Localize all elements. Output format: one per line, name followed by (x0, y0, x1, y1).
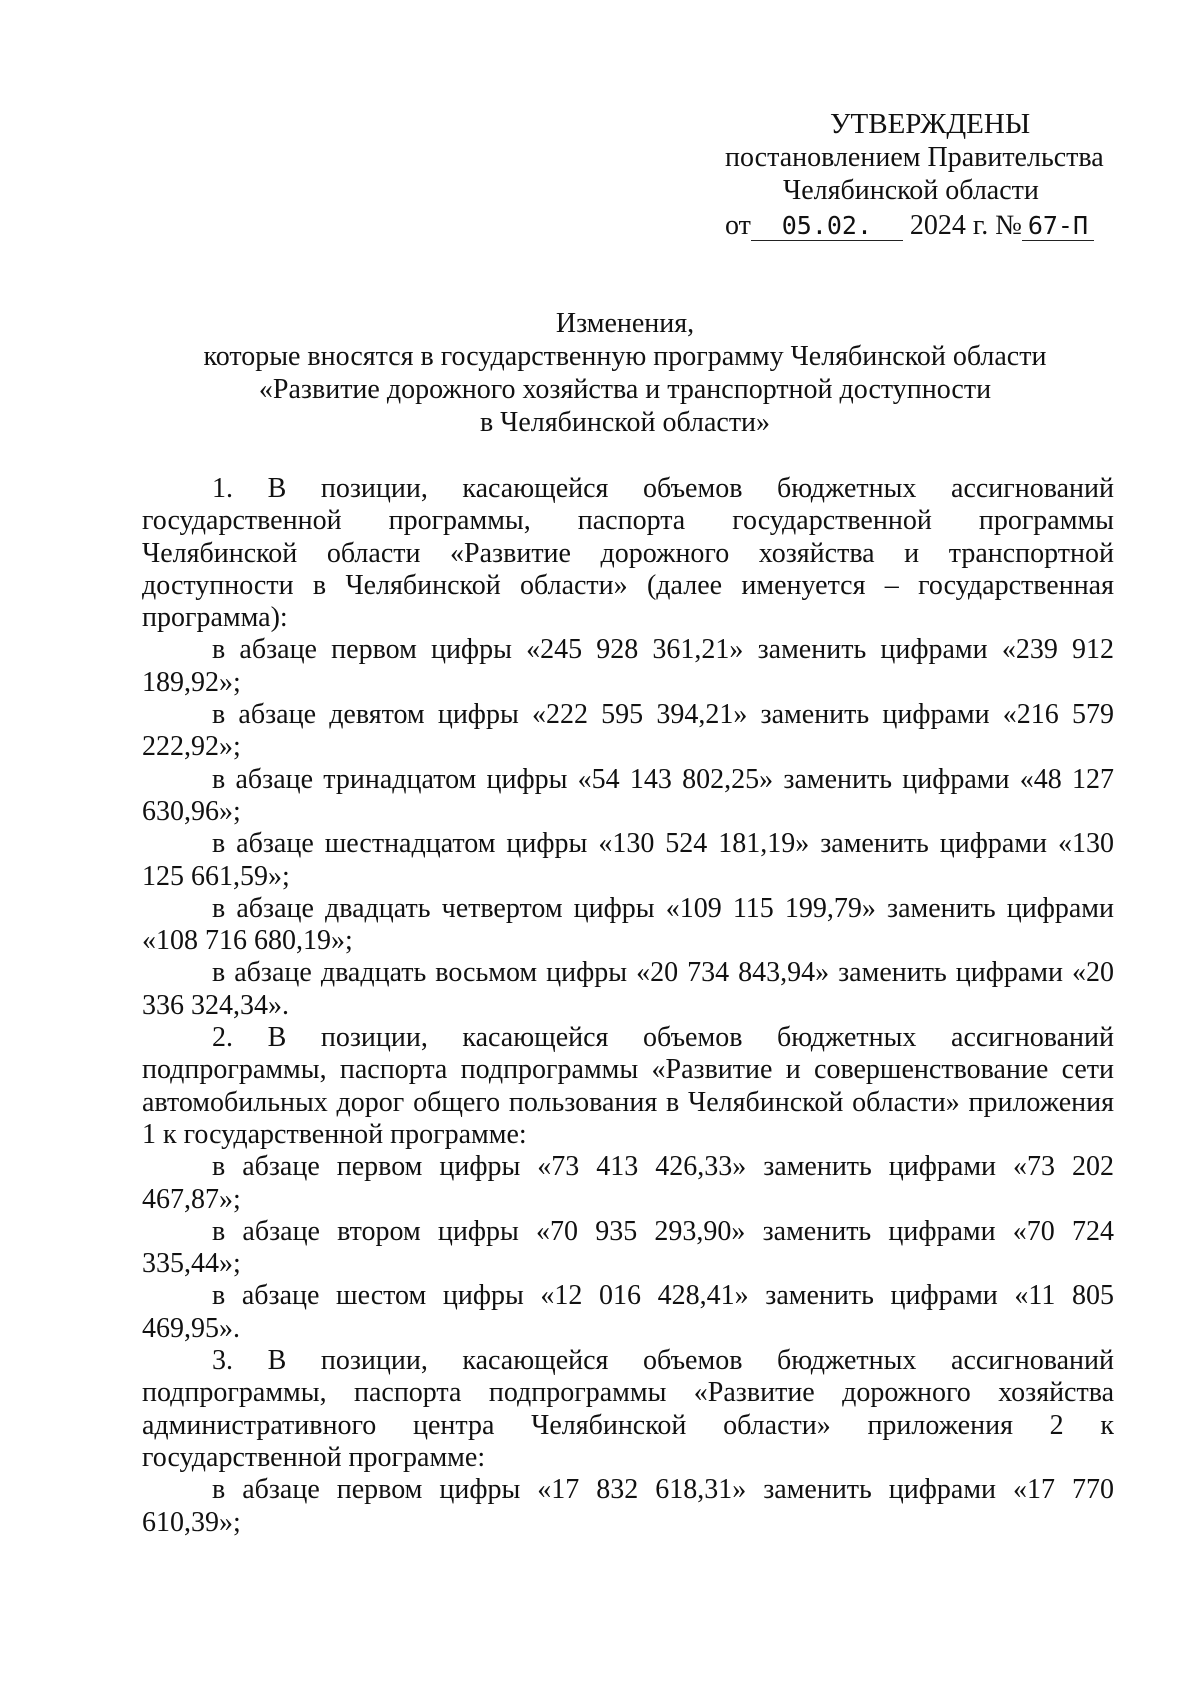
paragraph-3: 3. В позиции, касающейся объемов бюджетных ассигнований подпрограммы, паспорта подпрограммы «Развитие дорожного хозяйства административного центра Челябинской области» приложения 2 к государственной программе: (142, 1345, 1114, 1473)
paragraph-1: 1. В позиции, касающейся объемов бюджетных ассигнований государственной программы, паспорта государственной программы Челябинской области «Развитие дорожного хозяйства и транспортной доступности в Челябинской области» (далее именуется – государственная программа): (142, 473, 1114, 634)
heading-line-1: Изменения, (555, 308, 695, 339)
year-text: 2024 г. № (909, 210, 1022, 241)
heading-line-2: которые вносятся в государственную программу Челябинской области (203, 341, 1047, 372)
approval-decree: постановлением Правительства (725, 142, 1104, 173)
decree-number: 67-П (1022, 212, 1094, 241)
paragraph-amendment: в абзаце шестнадцатом цифры «130 524 181,19» заменить цифрами «130 125 661,59»; (142, 828, 1114, 892)
heading-line-3: «Развитие дорожного хозяйства и транспортной доступности (258, 374, 992, 405)
date-value: 05.02. (751, 212, 903, 241)
paragraph-amendment: в абзаце первом цифры «17 832 618,31» заменить цифрами «17 770 610,39»; (142, 1474, 1114, 1538)
approval-block (725, 108, 1125, 242)
approval-title: УТВЕРЖДЕНЫ (830, 108, 1031, 140)
document-heading (130, 307, 1120, 439)
paragraph-amendment: в абзаце двадцать восьмом цифры «20 734 843,94» заменить цифрами «20 336 324,34». (142, 957, 1114, 1021)
heading-line-4: в Челябинской области» (479, 407, 771, 438)
paragraph-amendment: в абзаце шестом цифры «12 016 428,41» заменить цифрами «11 805 469,95». (142, 1280, 1114, 1344)
paragraph-amendment: в абзаце втором цифры «70 935 293,90» заменить цифрами «70 724 335,44»; (142, 1215, 1114, 1280)
approval-region: Челябинской области (783, 175, 1039, 206)
paragraph-amendment: в абзаце тринадцатом цифры «54 143 802,25» заменить цифрами «48 127 630,96»; (142, 763, 1114, 827)
paragraph-amendment: в абзаце девятом цифры «222 595 394,21» заменить цифрами «216 579 222,92»; (142, 699, 1114, 763)
approval-date-line (725, 209, 1125, 242)
paragraph-amendment: в абзаце первом цифры «73 413 426,33» заменить цифрами «73 202 467,87»; (142, 1151, 1114, 1215)
date-prefix: от (725, 210, 751, 241)
document-body (142, 473, 1114, 1539)
paragraph-2: 2. В позиции, касающейся объемов бюджетных ассигнований подпрограммы, паспорта подпрограммы «Развитие и совершенствование сети автомобильных дорог общего пользования в Челябинской области» приложения 1 к государственной программе: (142, 1022, 1114, 1150)
paragraph-amendment: в абзаце двадцать четвертом цифры «109 115 199,79» заменить цифрами «108 716 680,19»; (142, 892, 1114, 957)
paragraph-amendment: в абзаце первом цифры «245 928 361,21» заменить цифрами «239 912 189,92»; (142, 634, 1114, 698)
